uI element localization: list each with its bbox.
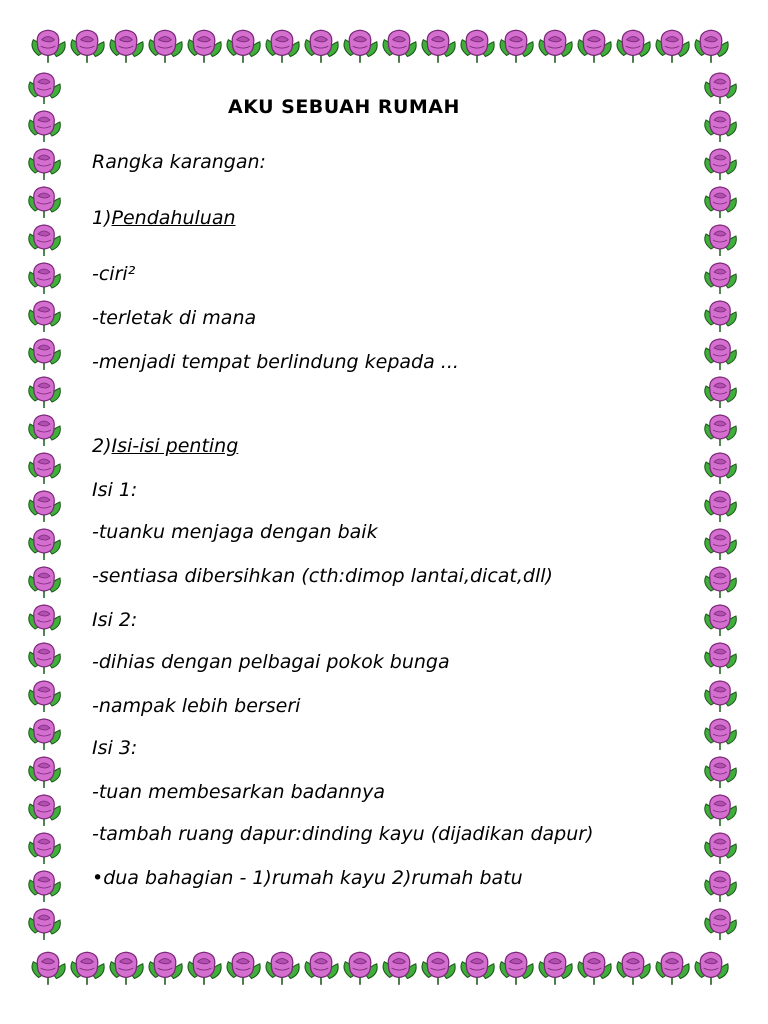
line-text: -dihias dengan pelbagai pokok bunga (92, 651, 450, 673)
rose-flower-icon (705, 681, 737, 712)
rose-flower-icon (578, 952, 611, 985)
rose-flower-icon (110, 952, 143, 985)
rose-flower-icon (29, 605, 61, 636)
rose-flower-icon (705, 149, 737, 180)
line-text: -sentiasa dibersihkan (cth:dimop lantai,dicat,dll) (92, 565, 553, 587)
rose-flower-icon (705, 833, 737, 864)
rose-flower-icon (500, 30, 533, 63)
rose-flower-icon (149, 952, 182, 985)
rose-flower-icon (29, 263, 61, 294)
text-line (92, 736, 137, 760)
rose-flower-icon (383, 30, 416, 63)
rose-flower-icon (461, 952, 494, 985)
rose-flower-icon (705, 643, 737, 674)
rose-flower-icon (29, 377, 61, 408)
rose-flower-icon (705, 187, 737, 218)
rose-flower-icon (617, 30, 650, 63)
rose-flower-icon (29, 453, 61, 484)
rose-flower-icon (29, 491, 61, 522)
rose-flower-icon (71, 952, 104, 985)
text-line (92, 564, 553, 588)
rose-flower-icon (705, 795, 737, 826)
rose-flower-icon (705, 567, 737, 598)
text-line (92, 306, 256, 330)
rose-flower-icon (705, 301, 737, 332)
text-line (92, 350, 459, 374)
text-line (92, 150, 266, 174)
rose-flower-icon (539, 952, 572, 985)
rose-flower-icon (29, 187, 61, 218)
rose-flower-icon (29, 73, 61, 104)
rose-flower-icon (705, 263, 737, 294)
text-line (92, 822, 594, 846)
line-text: •dua bahagian - 1)rumah kayu 2)rumah batu (92, 867, 523, 889)
rose-flower-icon (539, 30, 572, 63)
rose-flower-icon (29, 225, 61, 256)
line-text: -tambah ruang dapur:dinding kayu (dijadikan dapur) (92, 823, 594, 845)
text-line (92, 650, 450, 674)
section-heading: Pendahuluan (111, 207, 236, 229)
rose-flower-icon (705, 909, 737, 940)
rose-flower-icon (305, 30, 338, 63)
rose-flower-icon (656, 30, 689, 63)
rose-flower-icon (305, 952, 338, 985)
rose-flower-icon (705, 871, 737, 902)
rose-flower-icon (29, 149, 61, 180)
text-line (92, 694, 300, 718)
rose-flower-icon (227, 30, 260, 63)
rose-flower-icon (29, 795, 61, 826)
rose-flower-icon (705, 605, 737, 636)
rose-flower-icon (656, 952, 689, 985)
rose-flower-icon (705, 719, 737, 750)
rose-flower-icon (110, 30, 143, 63)
line-prefix: 1) (92, 207, 112, 229)
rose-flower-icon (578, 30, 611, 63)
rose-flower-icon (71, 30, 104, 63)
rose-flower-icon (344, 30, 377, 63)
rose-flower-icon (705, 111, 737, 142)
rose-flower-icon (29, 871, 61, 902)
rose-flower-icon (29, 111, 61, 142)
rose-flower-icon (29, 339, 61, 370)
line-text: Rangka karangan: (92, 151, 266, 173)
rose-flower-icon (29, 719, 61, 750)
text-line (92, 780, 385, 804)
rose-flower-icon (422, 952, 455, 985)
line-text: -terletak di mana (92, 307, 257, 329)
rose-flower-icon (149, 30, 182, 63)
rose-flower-icon (29, 757, 61, 788)
rose-flower-icon (29, 833, 61, 864)
text-line (92, 434, 238, 458)
rose-flower-icon (705, 377, 737, 408)
rose-flower-icon (422, 30, 455, 63)
rose-flower-icon (32, 30, 65, 63)
line-text: -menjadi tempat berlindung kepada ... (92, 351, 459, 373)
document-title: AKU SEBUAH RUMAH (228, 96, 460, 118)
line-prefix: 2) (92, 435, 112, 457)
rose-flower-icon (617, 952, 650, 985)
line-text: Isi 2: (92, 609, 138, 631)
rose-flower-icon (29, 529, 61, 560)
rose-flower-icon (500, 952, 533, 985)
rose-flower-icon (29, 909, 61, 940)
rose-flower-icon (705, 415, 737, 446)
rose-flower-icon (29, 301, 61, 332)
rose-flower-icon (188, 952, 221, 985)
rose-flower-icon (266, 30, 299, 63)
rose-flower-icon (29, 415, 61, 446)
line-text: Isi 1: (92, 479, 138, 501)
text-line (92, 608, 137, 632)
rose-flower-icon (29, 567, 61, 598)
rose-flower-icon (32, 952, 65, 985)
rose-flower-icon (266, 952, 299, 985)
line-text: -nampak lebih berseri (92, 695, 301, 717)
text-line (92, 206, 236, 230)
rose-flower-icon (461, 30, 494, 63)
line-text: -tuan membesarkan badannya (92, 781, 385, 803)
rose-flower-icon (695, 30, 728, 63)
rose-flower-icon (383, 952, 416, 985)
text-line (92, 262, 135, 286)
rose-flower-icon (695, 952, 728, 985)
rose-flower-icon (705, 757, 737, 788)
line-text: Isi 3: (92, 737, 138, 759)
rose-flower-icon (705, 491, 737, 522)
line-text: -tuanku menjaga dengan baik (92, 521, 378, 543)
section-heading: Isi-isi penting (111, 435, 239, 457)
rose-flower-icon (188, 30, 221, 63)
rose-flower-icon (29, 681, 61, 712)
line-text: -ciri² (92, 263, 136, 285)
rose-flower-icon (705, 453, 737, 484)
rose-flower-icon (29, 643, 61, 674)
rose-flower-icon (705, 529, 737, 560)
rose-flower-icon (705, 225, 737, 256)
rose-flower-icon (344, 952, 377, 985)
rose-flower-icon (227, 952, 260, 985)
rose-flower-icon (705, 339, 737, 370)
text-line (92, 866, 523, 890)
text-line (92, 520, 378, 544)
text-line (92, 478, 137, 502)
rose-flower-icon (705, 73, 737, 104)
